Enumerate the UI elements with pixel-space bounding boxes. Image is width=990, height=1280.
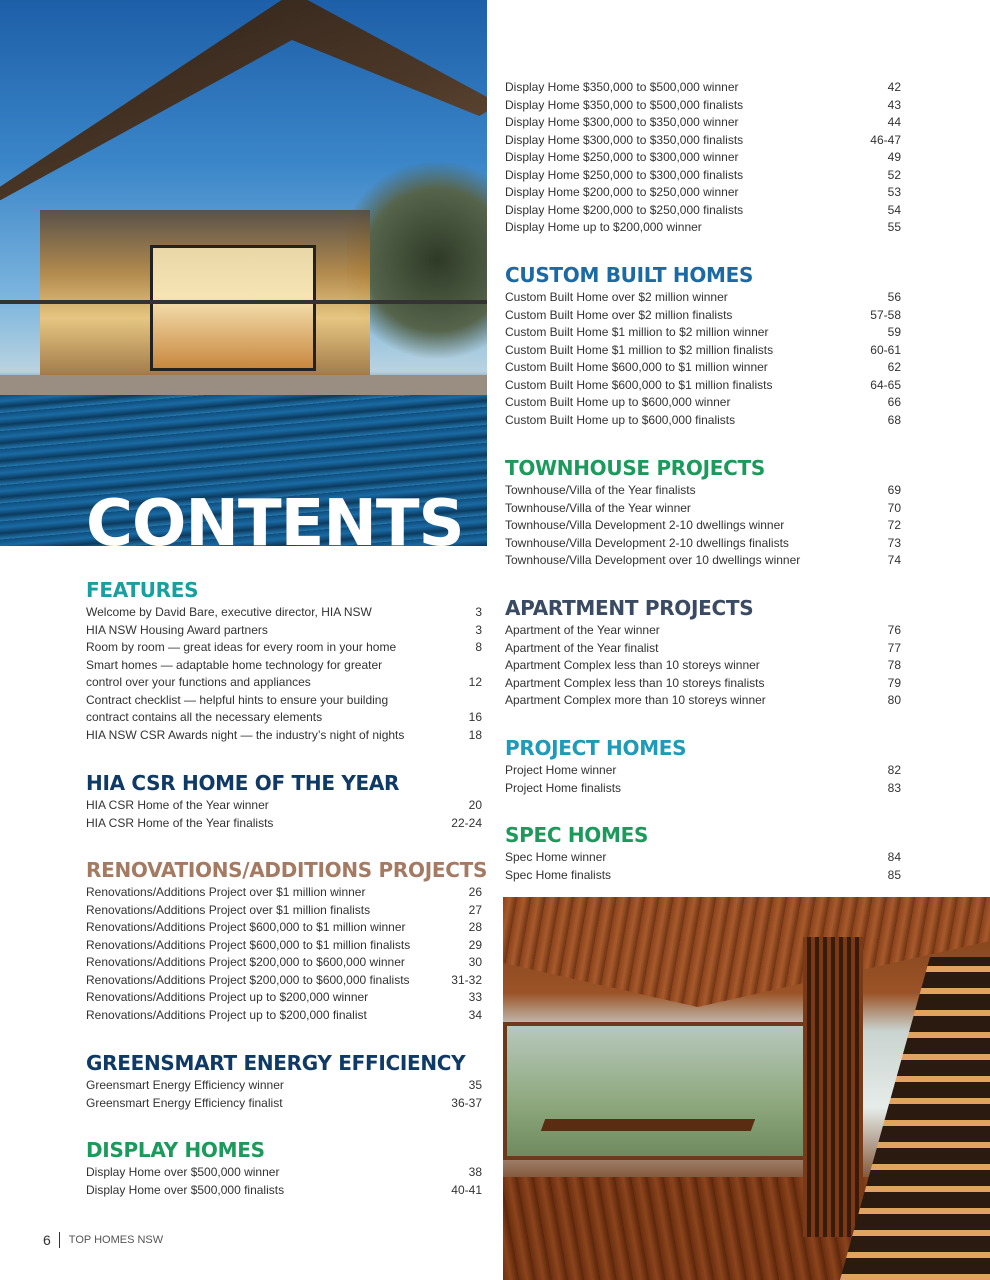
entry-page-number: 72 [887,518,901,532]
photo-pool-deck [0,375,487,395]
entry-label: HIA NSW Housing Award partners [86,622,268,637]
entry-page-number: 20 [468,798,482,812]
contents-entry [505,692,901,710]
entry-label: Townhouse/Villa of the Year winner [505,500,691,515]
contents-entry [86,815,482,833]
section-heading: DISPLAY HOMES [86,1138,265,1162]
entry-label: Apartment of the Year winner [505,623,660,637]
section-display-continued [505,79,901,237]
hero-house-photo [0,0,487,546]
section-custom-built-homes [505,263,901,429]
page-title: CONTENTS [86,492,464,546]
entry-label: Greensmart Energy Efficiency winner [86,1078,284,1092]
entry-label: Renovations/Additions Project up to $200,000 winner [86,990,369,1004]
entry-page-number: 18 [468,727,482,742]
entry-page-number: 35 [468,1078,482,1092]
section-features [86,578,482,744]
entry-page-number: 52 [887,167,901,182]
section-project-homes [505,736,901,797]
entry-label: Display Home $200,000 to $250,000 finalists [505,202,744,217]
contents-entry [505,324,901,342]
entry-label: HIA CSR Home of the Year winner [86,798,269,812]
entry-label: Project Home finalists [505,780,622,795]
contents-entry [505,377,901,395]
contents-entry [505,412,901,430]
entry-page-number: 78 [887,658,901,672]
section-greensmart [86,1051,482,1112]
entry-page-number: 8 [475,640,482,654]
entry-page-number: 49 [887,150,901,164]
contents-entry [86,1182,482,1200]
contents-entry [505,79,901,97]
entry-page-number: 54 [887,202,901,217]
contents-entry [86,604,482,622]
section-renovations-additions [86,858,488,1024]
section-heading: HIA CSR HOME OF THE YEAR [86,771,400,795]
section-heading: SPEC HOMES [505,823,649,847]
entry-label: Display Home $250,000 to $300,000 finalists [505,167,744,182]
entry-label: Custom Built Home over $2 million winner [505,290,728,304]
contents-entry [505,342,901,360]
contents-entry [505,114,901,132]
entry-label: Display Home $350,000 to $500,000 winner [505,80,739,94]
contents-entry [505,97,901,115]
entry-label: Renovations/Additions Project $600,000 to $1 million finalists [86,937,411,952]
entry-label: Spec Home finalists [505,867,612,882]
section-heading: GREENSMART ENERGY EFFICIENCY [86,1051,466,1075]
entry-page-number: 12 [468,675,482,689]
entry-label: Contract checklist — helpful hints to ensure your building contract contains all the necessary elements [86,692,389,724]
contents-entry [505,132,901,150]
entry-label: Renovations/Additions Project up to $200,000 finalist [86,1007,367,1022]
contents-entry [86,622,482,640]
photo-timber-slats [803,937,863,1237]
entry-label: HIA NSW CSR Awards night — the industry’s night of nights [86,727,405,742]
entry-page-number: 29 [468,937,482,952]
contents-entry [505,762,901,780]
section-heading: FEATURES [86,578,199,602]
entry-page-number: 68 [887,412,901,427]
contents-entry [505,184,901,202]
entry-label: Renovations/Additions Project over $1 million finalists [86,902,371,917]
page-number: 6 [43,1232,51,1248]
contents-entry [86,1164,482,1182]
entry-page-number: 27 [468,902,482,917]
entry-label: Greensmart Energy Efficiency finalist [86,1095,283,1110]
entry-page-number: 55 [887,220,901,234]
entry-page-number: 30 [468,955,482,969]
contents-entry [86,1095,482,1113]
entry-label: Townhouse/Villa Development 2-10 dwellings winner [505,518,785,532]
contents-entry [505,622,901,640]
section-csr-home-of-the-year [86,771,482,832]
entry-page-number: 16 [468,710,482,724]
entry-page-number: 76 [887,623,901,637]
entry-page-number: 59 [887,325,901,339]
contents-entry [505,307,901,325]
contents-entry [505,780,901,798]
entry-label: Renovations/Additions Project $600,000 to $1 million winner [86,920,406,934]
contents-entry [505,675,901,693]
footer-divider [59,1232,60,1248]
photo-balcony-rail [0,300,487,304]
entry-label: Renovations/Additions Project $200,000 to $600,000 finalists [86,972,410,987]
contents-entry [86,639,482,657]
entry-label: HIA CSR Home of the Year finalists [86,815,274,830]
contents-entry [86,989,482,1007]
entry-page-number: 64-65 [870,377,901,392]
entry-page-number: 3 [475,622,482,637]
entry-page-number: 80 [887,693,901,707]
entry-page-number: 3 [475,605,482,619]
entry-page-number: 22-24 [451,815,482,830]
entry-label: Display Home $300,000 to $350,000 finalists [505,132,744,147]
contents-entry [86,972,482,990]
contents-entry [505,849,901,867]
contents-entry [505,167,901,185]
section-heading: RENOVATIONS/ADDITIONS PROJECTS [86,858,488,882]
contents-entry [505,289,901,307]
contents-entry [86,902,482,920]
entry-label: Custom Built Home over $2 million finalists [505,307,733,322]
contents-entry [505,482,901,500]
entry-page-number: 34 [468,1007,482,1022]
entry-page-number: 26 [468,885,482,899]
entry-page-number: 84 [887,850,901,864]
photo-dining-table [541,1119,755,1131]
contents-entry [505,202,901,220]
section-heading: CUSTOM BUILT HOMES [505,263,754,287]
entry-label: Townhouse/Villa Development 2-10 dwellings finalists [505,535,789,550]
section-townhouse-projects [505,456,901,570]
contents-entry [505,219,901,237]
entry-label: Custom Built Home $600,000 to $1 million winner [505,360,768,374]
entry-label: Apartment Complex less than 10 storeys finalists [505,675,765,690]
section-heading: APARTMENT PROJECTS [505,596,754,620]
entry-page-number: 79 [887,675,901,690]
entry-page-number: 36-37 [451,1095,482,1110]
entry-page-number: 56 [887,290,901,304]
contents-entry [505,517,901,535]
contents-entry [505,394,901,412]
entry-page-number: 46-47 [870,132,901,147]
contents-entry [505,500,901,518]
contents-entry [86,937,482,955]
entry-page-number: 44 [887,115,901,129]
entry-page-number: 38 [468,1165,482,1179]
section-heading: PROJECT HOMES [505,736,687,760]
section-spec-homes [505,823,901,884]
page-footer [43,1232,163,1248]
contents-entry [86,1007,482,1025]
contents-entry [505,359,901,377]
entry-label: Project Home winner [505,763,617,777]
photo-window [503,1022,811,1160]
entry-label: Renovations/Additions Project over $1 million winner [86,885,366,899]
entry-label: Custom Built Home up to $600,000 finalists [505,412,736,427]
entry-page-number: 43 [887,97,901,112]
entry-label: Custom Built Home $1 million to $2 million finalists [505,342,774,357]
section-heading: TOWNHOUSE PROJECTS [505,456,765,480]
photo-glass-wall [150,245,316,371]
entry-page-number: 77 [887,640,901,655]
entry-label: Townhouse/Villa of the Year finalists [505,483,696,497]
entry-label: Townhouse/Villa Development over 10 dwellings winner [505,553,801,567]
entry-label: Smart homes — adaptable home technology for greater control over your functions and appliances [86,657,383,689]
contents-entry [505,552,901,570]
section-apartment-projects [505,596,901,710]
entry-page-number: 74 [887,553,901,567]
entry-label: Custom Built Home $600,000 to $1 million finalists [505,377,773,392]
entry-label: Welcome by David Bare, executive director, HIA NSW [86,605,372,619]
entry-page-number: 31-32 [451,972,482,987]
contents-entry [505,867,901,885]
contents-entry [86,954,482,972]
photo-timber-ceiling [503,897,990,1007]
contents-entry [86,692,482,727]
entry-page-number: 73 [887,535,901,550]
entry-page-number: 53 [887,185,901,199]
contents-entry [505,535,901,553]
entry-page-number: 62 [887,360,901,374]
contents-entry [505,657,901,675]
contents-entry [505,149,901,167]
entry-page-number: 69 [887,483,901,497]
contents-entry [86,919,482,937]
entry-label: Display Home $250,000 to $300,000 winner [505,150,739,164]
entry-page-number: 33 [468,990,482,1004]
entry-page-number: 66 [887,395,901,409]
entry-label: Custom Built Home $1 million to $2 million winner [505,325,769,339]
section-display-homes [86,1138,482,1199]
contents-entry [86,884,482,902]
entry-label: Spec Home winner [505,850,607,864]
entry-page-number: 83 [887,780,901,795]
entry-label: Display Home over $500,000 winner [86,1165,280,1179]
entry-page-number: 82 [887,763,901,777]
entry-label: Display Home over $500,000 finalists [86,1182,285,1197]
entry-page-number: 42 [887,80,901,94]
contents-entry [86,657,482,692]
entry-label: Display Home $300,000 to $350,000 winner [505,115,739,129]
publication-name: TOP HOMES NSW [68,1234,164,1246]
contents-entry [86,727,482,745]
contents-entry [505,640,901,658]
entry-page-number: 28 [468,920,482,934]
entry-page-number: 70 [887,500,901,515]
interior-photo [503,897,990,1280]
entry-label: Apartment Complex more than 10 storeys winner [505,693,766,707]
entry-label: Display Home $350,000 to $500,000 finalists [505,97,744,112]
entry-label: Apartment of the Year finalist [505,640,659,655]
entry-label: Renovations/Additions Project $200,000 to $600,000 winner [86,955,405,969]
entry-label: Apartment Complex less than 10 storeys winner [505,658,760,672]
entry-page-number: 57-58 [870,307,901,322]
contents-entry [86,1077,482,1095]
entry-label: Display Home $200,000 to $250,000 winner [505,185,739,199]
entry-label: Display Home up to $200,000 winner [505,220,702,234]
entry-page-number: 85 [887,867,901,882]
entry-label: Custom Built Home up to $600,000 winner [505,395,731,409]
entry-label: Room by room — great ideas for every room in your home [86,640,397,654]
contents-entry [86,797,482,815]
entry-page-number: 40-41 [451,1182,482,1197]
entry-page-number: 60-61 [870,342,901,357]
